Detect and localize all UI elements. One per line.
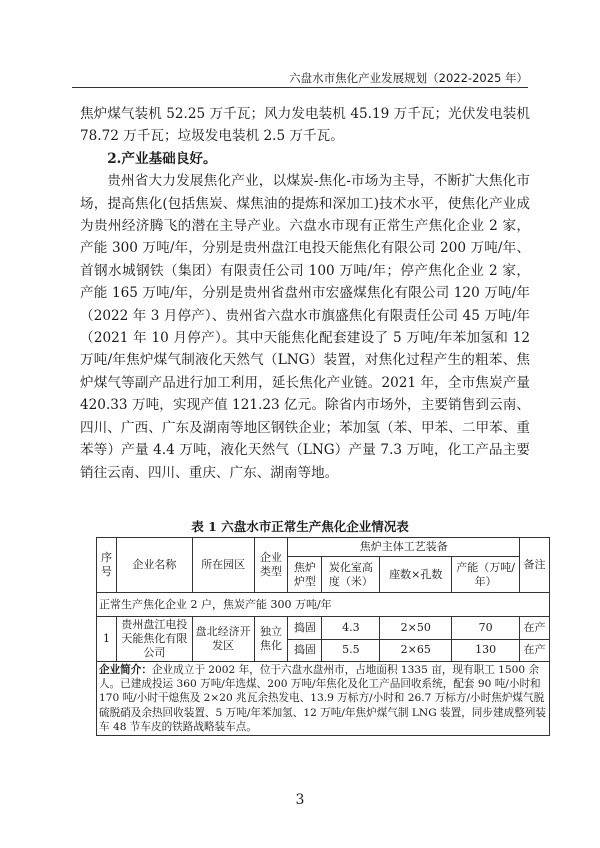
- header-chamber-height: 炭化室高度（米）: [322, 557, 380, 593]
- paragraph-power-capacity: 焦炉煤气装机 52.25 万千瓦；风力发电装机 45.19 万千瓦；光伏发电装机 78.72 万千瓦；垃圾发电装机 2.5 万千瓦。: [80, 106, 530, 145]
- header-capacity: 产能（万吨/年）: [452, 557, 520, 593]
- table-note: 正常生产焦化企业 2 户，焦炭产能 300 万吨/年: [97, 593, 550, 617]
- header-company-type: 企业类型: [254, 538, 288, 593]
- cell-chamber-height: 5.5: [322, 639, 380, 662]
- page-number: 3: [295, 792, 305, 808]
- page-header: 六盘水市焦化产业发展规划（2022-2025 年）: [289, 71, 528, 85]
- cell-furnace-type: 捣固: [288, 617, 322, 640]
- body-text: [80, 103, 530, 484]
- cell-remark: 在产: [520, 617, 550, 640]
- cell-seq: 1: [97, 617, 117, 662]
- coking-enterprise-table: [96, 537, 550, 736]
- cell-company-name: 贵州盘江电投天能焦化有限公司: [116, 617, 192, 662]
- header-remark: 备注: [520, 538, 550, 593]
- cell-count-holes: 2×65: [380, 639, 452, 662]
- header-count-holes: 座数×孔数: [380, 557, 452, 593]
- table-title: 表 1 六盘水市正常生产焦化企业情况表: [191, 519, 409, 534]
- header-furnace-type: 焦炉炉型: [288, 557, 322, 593]
- company-intro: [97, 662, 550, 736]
- cell-count-holes: 2×50: [380, 617, 452, 640]
- header-seq: 序号: [97, 538, 117, 593]
- paragraph-industry-base: 贵州省大力发展焦化产业，以煤炭-焦化-市场为主导，不断扩大焦化市场，提高焦化(包括焦炭、煤焦油的提炼和深加工)技术水平，使焦化产业成为贵州经济腾飞的潜在主导产业。六盘水市现有正常生产焦化企业 2 家，产能 300 万吨/年，分别是贵州盘江电投天能焦化有限公司 200 万吨/年、首钢水城钢铁（集团）有限责任公司 100 万吨/年；停产焦化企业 2 家，产能 165 万吨/年，分别是贵州省盘州市宏盛煤焦化有限公司 120 万吨/年（2022 年 3 月停产）、贵州省六盘水市旗盛焦化有限责任公司 45 万吨/年（2021 年 10 月停产）。其中天能焦化配套建设了 5 万吨/年苯加氢和 12 万吨/年焦炉煤气制液化天然气（LNG）装置，对焦化过程产生的粗苯、焦炉煤气等副产品进行加工利用，延长焦化产业链。2021 年，全市焦炭产量 420.33 万吨，实现产值 121.23 亿元。除省内市场外，主要销售到云南、四川、广西、广东及湖南等地区钢铁企业；苯加氢（苯、甲苯、二甲苯、重苯等）产量 4.4 万吨，液化天然气（LNG）产量 7.3 万吨，化工产品主要销往云南、四川、重庆、广东、湖南等地。: [80, 173, 530, 481]
- cell-capacity: 70: [452, 617, 520, 640]
- header-company-name: 企业名称: [116, 538, 192, 593]
- section-subheading: 2.产业基础良好。: [107, 150, 217, 167]
- header-divider: [72, 87, 528, 88]
- cell-furnace-type: 捣固: [288, 639, 322, 662]
- header-park: 所在园区: [192, 538, 254, 593]
- company-intro-label: 企业简介：: [99, 664, 152, 676]
- cell-company-type: 独立焦化: [254, 617, 288, 662]
- cell-capacity: 130: [452, 639, 520, 662]
- cell-remark: 在产: [520, 639, 550, 662]
- header-equipment-group: 焦炉主体工艺装备: [288, 538, 520, 557]
- cell-chamber-height: 4.3: [322, 617, 380, 640]
- company-intro-text: 企业成立于 2002 年，位于六盘水盘州市，占地面积 1335 亩，现有职工 1500 余人。已建成投运 360 万吨/年选煤、200 万吨/年焦化及化工产品回收系统，配套 90 吨/小时和 170 吨/小时干熄焦及 2×20 兆瓦余热发电、13.9 万标方/小时和 26.7 万标方/小时焦炉煤气脱硫脱硝及余热回收装置、5 万吨/年苯加氢、12 万吨/年焦炉煤气制 LNG 装置，同步建成整列装车 48 节车皮的铁路战略装车点。: [99, 664, 546, 733]
- cell-park: 盘北经济开发区: [192, 617, 254, 662]
